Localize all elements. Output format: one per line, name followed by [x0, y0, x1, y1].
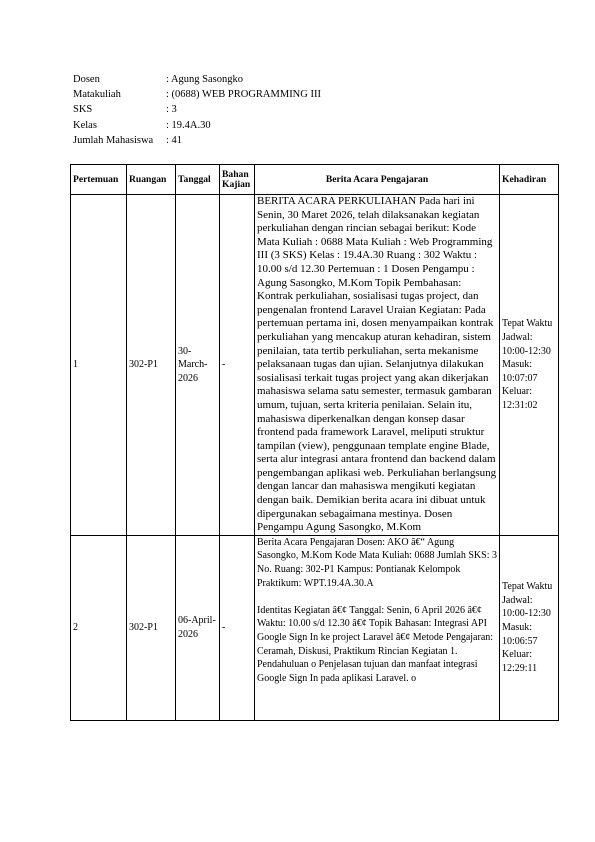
header-bahan-kajian: Bahan Kajian: [220, 165, 255, 195]
cell-pertemuan: 1: [71, 195, 127, 536]
header-berita-acara: Berita Acara Pengajaran: [255, 165, 500, 195]
cell-berita-acara: [255, 195, 500, 536]
jumlah-label: Jumlah Mahasiswa: [73, 134, 154, 146]
cell-tanggal: 30-March-2026: [176, 195, 220, 536]
header-kehadiran: Kehadiran: [500, 165, 559, 195]
info-row-sks: [73, 102, 321, 117]
sks-value: : 3: [166, 104, 177, 116]
cell-kehadiran: [500, 195, 559, 536]
cell-ruangan: 302-P1: [127, 535, 176, 720]
kehadiran-status: Tepat Waktu Jadwal: 10:00-12:30: [502, 318, 553, 357]
kehadiran-keluar: Keluar: 12:29:11: [502, 649, 538, 674]
kelas-label: Kelas: [73, 119, 97, 131]
kehadiran-keluar: Keluar: 12:31:02: [502, 386, 538, 411]
berita-acara-clip: [257, 536, 497, 720]
cell-tanggal: 06-April-2026: [176, 535, 220, 720]
cell-pertemuan: 2: [71, 535, 127, 720]
table-row: [71, 195, 559, 536]
dosen-value: : Agung Sasongko: [166, 74, 244, 85]
cell-bahan-kajian: -: [220, 195, 255, 536]
info-row-jumlah: [73, 133, 321, 148]
course-info: [73, 72, 321, 148]
header-tanggal: Tanggal: [176, 165, 220, 195]
berita-acara-text-body: Identitas Kegiatan â€¢ Tanggal: Senin, 6 April 2026 â€¢ Waktu: 10.00 s/d 12.30 â€¢ Topik Bahasan: Integrasi API Google Sign In ke project Laravel â€¢ Metode Pengajaran: Ceramah, Diskusi, Praktikum Rincian Kegiatan 1. Pendahuluan o Penjelasan tujuan dan manfaat integrasi Google Sign In pada aplikasi Laravel. o: [257, 604, 494, 684]
berita-acara-table: [70, 164, 559, 721]
berita-acara-text-header: Berita Acara Pengajaran Dosen: AKO â€“ Agung Sasongko, M.Kom Kode Mata Kuliah: 0688 Jumlah SKS: 3 No. Ruang: 302-P1 Kampus: Pontianak Kelompok Praktikum: WPT.19.4A.30.A: [257, 536, 497, 589]
header-pertemuan: Pertemuan: [71, 165, 127, 195]
kehadiran-status: Tepat Waktu Jadwal: 10:00-12:30: [502, 581, 553, 620]
berita-acara-text: BERITA ACARA PERKULIAHAN Pada hari ini Senin, 30 Maret 2026, telah dilaksanakan kegiatan perkuliahan dengan rincian sebagai berikut: Kode Mata Kuliah : 0688 Mata Kuliah : Web Programming III (3 SKS) Kelas : 19.4A.30 Ruang : 302 Waktu : 10.00 s/d 12.30 Pertemuan : 1 Dosen Pengampu : Agung Sasongko, M.Kom Topik Pembahasan: Kontrak perkuliahan, sosialisasi tugas project, dan pengenalan frontend Laravel Uraian Kegiatan: Pada pertemuan pertama ini, dosen menyampaikan kontrak perkuliahan yang mencakup aturan kehadiran, sistem penilaian, tata tertib perkuliahan, serta mekanisme pelaksanaan tugas dan ujian. Selanjutnya dilakukan sosialisasi terkait tugas project yang akan dikerjakan mahasiswa selama satu semester, termasuk gambaran umum, tujuan, serta kriteria penilaian. Selain itu, mahasiswa diperkenalkan dengan konsep dasar frontend pada framework Laravel, meliputi struktur tampilan (view), penggunaan template engine Blade, serta alur integrasi antara frontend dan backend dalam pengembangan aplikasi web. Perkuliahan berlangsung dengan lancar dan mahasiswa mengikuti kegiatan dengan baik. Demikian berita acara ini dibuat untuk dipergunakan sebagaimana mestinya. Dosen Pengampu Agung Sasongko, M.Kom: [257, 195, 497, 534]
kelas-value: : 19.4A.30: [166, 119, 211, 131]
cell-bahan-kajian: -: [220, 535, 255, 720]
kehadiran-masuk: Masuk: 10:07:07: [502, 359, 538, 384]
jumlah-value: : 41: [166, 134, 183, 146]
table-row: [71, 535, 559, 720]
kehadiran-masuk: Masuk: 10:06:57: [502, 622, 538, 647]
matakuliah-value: : (0688) WEB PROGRAMMING III: [166, 89, 321, 101]
info-row-matakuliah: [73, 87, 321, 102]
table-header-row: [71, 165, 559, 195]
paragraph-gap: [257, 590, 497, 604]
header-ruangan: Ruangan: [127, 165, 176, 195]
info-row-kelas: [73, 118, 321, 133]
cell-ruangan: 302-P1: [127, 195, 176, 536]
matakuliah-label: Matakuliah: [73, 89, 121, 101]
cell-berita-acara: [255, 535, 500, 720]
sks-label: SKS: [73, 104, 93, 116]
info-row-dosen: [73, 72, 321, 87]
cell-kehadiran: [500, 535, 559, 720]
dosen-label: Dosen: [73, 74, 100, 85]
